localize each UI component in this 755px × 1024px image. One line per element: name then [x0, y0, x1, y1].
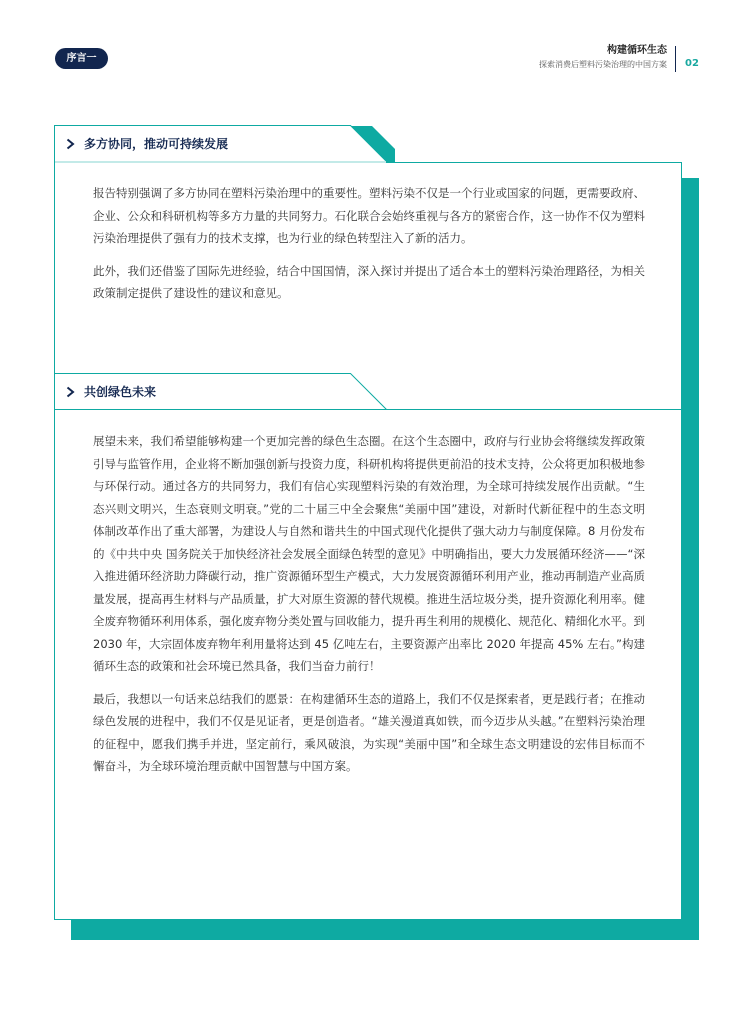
paragraph: 最后，我想以一句话来总结我们的愿景：在构建循环生态的道路上，我们不仅是探索者，更是践行者；在推动绿色发展的进程中，我们不仅是见证者，更是创造者。“雄关漫道真如铁，而今迈步从头越。”在塑料污染治理的征程中，愿我们携手并进，坚定前行，乘风破浪，为实现“美丽中国”和全球生态文明建设的宏伟目标而不懈奋斗，为全球环境治理贡献中国智慧与中国方案。: [93, 691, 645, 773]
header-title: 构建循环生态: [607, 45, 667, 56]
paragraph: 此外，我们还借鉴了国际先进经验，结合中国国情，深入探讨并提出了适合本土的塑料污染治理路径，为相关政策制定提供了建设性的建议和意见。: [93, 263, 645, 300]
chevron-right-icon: [66, 138, 75, 150]
section-heading-text: 共创绿色未来: [84, 385, 157, 399]
page-number: 02: [685, 58, 699, 69]
section-badge: 序言一: [55, 48, 108, 69]
section-heading-text: 多方协同，推动可持续发展: [84, 137, 229, 151]
section1-body: [93, 182, 645, 305]
paragraph: 展望未来，我们希望能够构建一个更加完善的绿色生态圈。在这个生态圈中，政府与行业协会将继续发挥政策引导与监管作用，企业将不断加强创新与投资力度，科研机构将提供更前沿的技术支持，公众将更加积极地参与环保行动。通过各方的共同努力，我们有信心实现塑料污染的有效治理，为全球可持续发展作出贡献。“生态兴则文明兴，生态衰则文明衰。”党的二十届三中全会聚焦“美丽中国”建设，对新时代新征程中的生态文明体制改革作出了重大部署，为建设人与自然和谐共生的中国式现代化提供了强大动力与制度保障。8 月份发布的《中共中央 国务院关于加快经济社会发展全面绿色转型的意见》中明确指出，要大力发展循环经济——“深入推进循环经济助力降碳行动，推广资源循环型生产模式，大力发展资源循环利用产业，推动再制造产业高质量发展，提高再生材料与产品质量，扩大对原生资源的替代规模。推进生活垃圾分类，提升资源化利用率。健全废弃物循环利用体系，强化废弃物分类处置与回收能力，提升再生利用的规模化、规范化、精细化水平。到 2030 年，大宗固体废弃物年利用量将达到 45 亿吨左右，主要资源产出率比 2020 年提高 45% 左右。”构建循环生态的政策和社会环境已然具备，我们当奋力前行！: [93, 434, 645, 673]
paragraph: 报告特别强调了多方协同在塑料污染治理中的重要性。塑料污染不仅是一个行业或国家的问题，更需要政府、企业、公众和科研机构等多方力量的共同努力。石化联合会始终重视与各方的紧密合作，这一协作不仅为塑料污染治理提供了强有力的技术支撑，也为行业的绿色转型注入了新的活力。: [93, 186, 645, 245]
section-heading-collaboration: [66, 136, 228, 152]
section2-body: [93, 430, 645, 778]
header-subtitle: 探索消费后塑料污染治理的中国方案: [539, 60, 667, 69]
section-heading-green-future: [66, 384, 156, 400]
chevron-right-icon: [66, 386, 75, 398]
